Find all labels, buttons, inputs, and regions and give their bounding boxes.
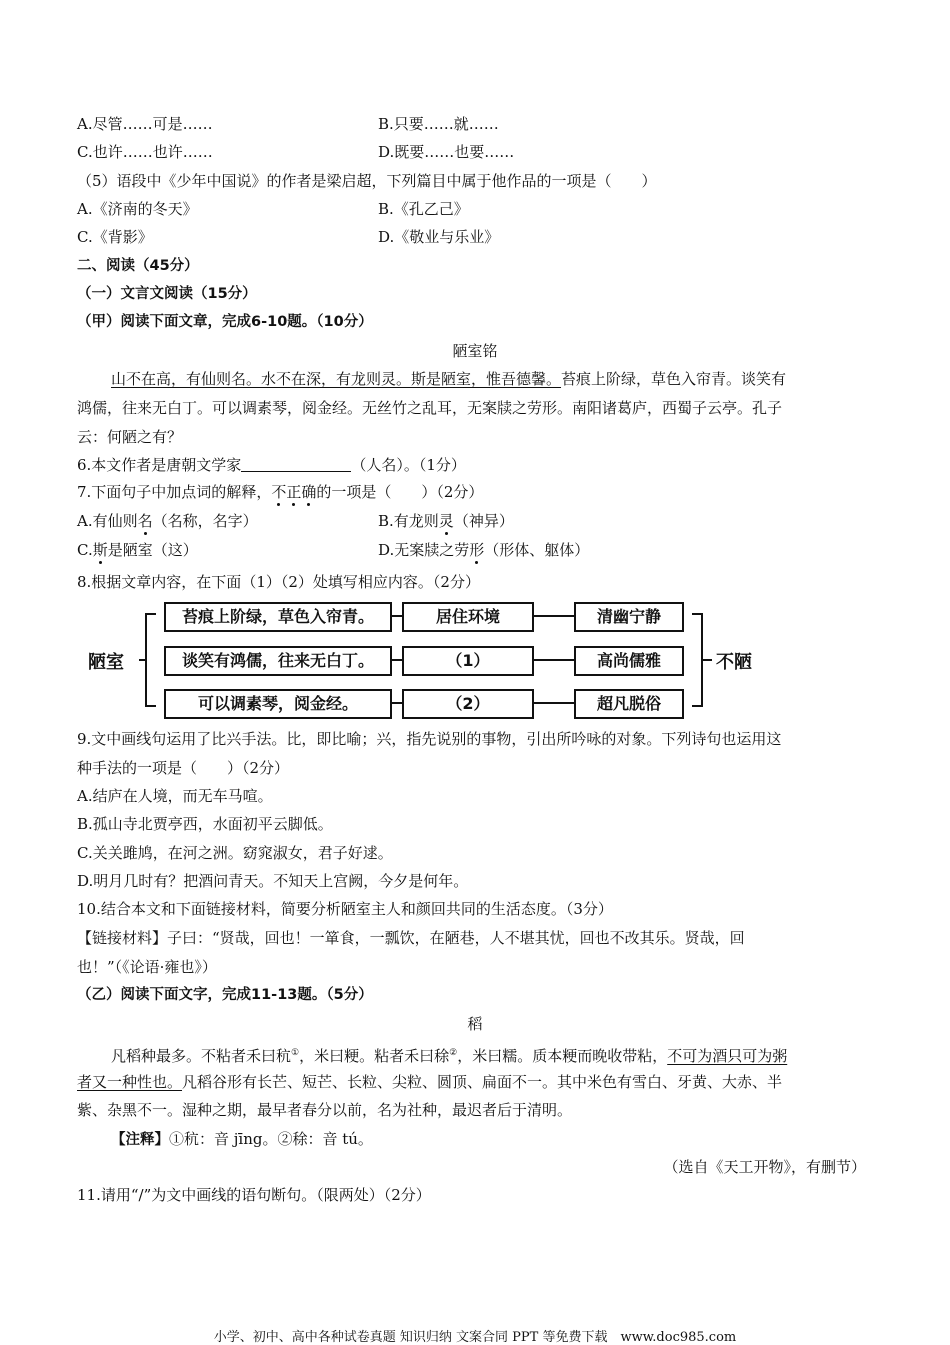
passage2-line3: 紫、杂黑不一。湿种之期，最早者春分以前，名为社种，最迟者后于清明。	[77, 1101, 573, 1119]
q8-stem: 8.根据文章内容，在下面（1）（2）处填写相应内容。（2分）	[77, 573, 480, 591]
underlined-sentence: 山不在高，有仙则名。水不在深，有龙则灵。斯是陋室，惟吾德馨。	[111, 370, 562, 388]
diagram-left-label: 陋室	[88, 652, 124, 673]
q9-option-a: A.结庐在人境，而无车马喧。	[77, 787, 273, 805]
q4-option-d: D.既要……也要……	[378, 143, 515, 161]
q11-stem: 11.请用“/”为文中画线的语句断句。（限两处）（2分）	[77, 1186, 431, 1204]
q9-stem-line1: 9.文中画线句运用了比兴手法。比，即比喻；兴，指先说别的事物，引出所吟咏的对象。下列诗句也运用这	[77, 730, 782, 748]
q6-stem: 6.本文作者是唐朝文学家 （人名）。（1分）	[77, 456, 466, 474]
lou-shi-diagram	[84, 598, 774, 722]
part-yi-title: （乙）阅读下面文字，完成11-13题。（5分）	[77, 987, 373, 1003]
q4-option-b: B.只要……就……	[378, 115, 499, 133]
q4-option-a: A.尽管……可是……	[77, 115, 213, 133]
q7-option-d: D.无案牍之劳形（形体、躯体）	[378, 541, 590, 559]
passage1-line2: 鸿儒，往来无白丁。可以调素琴，阅金经。无丝竹之乱耳，无案牍之劳形。南阳诸葛庐，西蜀子云亭。孔子	[77, 399, 783, 417]
passage1-line1: 山不在高，有仙则名。水不在深，有龙则灵。斯是陋室，惟吾德馨。苔痕上阶绿，草色入帘青。谈笑有	[111, 370, 787, 388]
q9-option-c: C.关关雎鸠，在河之洲。窈窕淑女，君子好逑。	[77, 844, 393, 862]
q5-option-a: A.《济南的冬天》	[77, 200, 198, 218]
subsection-title: （一）文言文阅读（15分）	[77, 286, 257, 302]
q9-option-b: B.孤山寺北贾亭西，水面初平云脚低。	[77, 815, 333, 833]
passage2-line1: 凡稻种最多。不粘者禾曰秔①，米曰粳。粘者禾曰稌②，米曰糯。质本粳而晚收带粘，不可为酒只可为粥	[111, 1047, 788, 1065]
answer-blank[interactable]	[241, 457, 351, 472]
diagram-middle-3[interactable]: （2）	[402, 689, 534, 719]
underlined-phrase-2: 者又一种性也。	[77, 1073, 183, 1091]
diagram-middle-1: 居住环境	[402, 602, 534, 632]
q7-option-a: A.有仙则名（名称，名字）	[77, 512, 258, 530]
passage2-title: 稻	[467, 1015, 483, 1033]
q4-option-c: C.也许……也许……	[77, 143, 213, 161]
diagram-source-2: 谈笑有鸿儒，往来无白丁。	[164, 646, 392, 676]
diagram-middle-2[interactable]: （1）	[402, 646, 534, 676]
passage1-title: 陋室铭	[452, 342, 498, 360]
q7-option-c: C.斯是陋室（这）	[77, 541, 198, 559]
q9-stem-line2: 种手法的一项是（ ）（2分）	[77, 759, 290, 777]
q5-option-d: D.《敬业与乐业》	[378, 228, 500, 246]
passage2-note: 【注释】①秔：音 jīng。②稌：音 tú。	[111, 1130, 373, 1148]
q7-option-b: B.有龙则灵（神异）	[378, 512, 514, 530]
passage2-source: （选自《天工开物》，有删节）	[663, 1158, 866, 1176]
part-jia-title: （甲）阅读下面文章，完成6-10题。（10分）	[77, 314, 373, 330]
q9-option-d: D.明月几时有？把酒问青天。不知天上宫阙，今夕是何年。	[77, 872, 469, 890]
diagram-result-2: 高尚儒雅	[574, 646, 684, 676]
q10-stem: 10.结合本文和下面链接材料，简要分析陋室主人和颜回共同的生活态度。（3分）	[77, 900, 613, 918]
q10-link-line2: 也！”（《论语·雍也》）	[77, 958, 217, 976]
q5-option-b: B.《孔乙己》	[378, 200, 469, 218]
diagram-result-3: 超凡脱俗	[574, 689, 684, 719]
passage2-line2: 者又一种性也。凡稻谷形有长芒、短芒、长粒、尖粒、圆顶、扁面不一。其中米色有雪白、牙黄、大赤、半	[77, 1073, 783, 1091]
passage1-line3: 云：何陋之有？	[77, 428, 183, 446]
diagram-result-1: 清幽宁静	[574, 602, 684, 632]
q5-stem: （5）语段中《少年中国说》的作者是梁启超，下列篇目中属于他作品的一项是（ ）	[77, 172, 657, 190]
diagram-source-1: 苔痕上阶绿，草色入帘青。	[164, 602, 392, 632]
q7-stem: 7.下面句子中加点词的解释，不正确的一项是（ ）（2分）	[77, 483, 484, 501]
q10-link-line1: 【链接材料】子曰：“贤哉，回也！一箪食，一瓢饮，在陋巷，人不堪其忧，回也不改其乐。贤哉，回	[77, 929, 745, 947]
section-title: 二、阅读（45分）	[77, 258, 199, 274]
q5-option-c: C.《背影》	[77, 228, 153, 246]
diagram-right-label: 不陋	[716, 652, 752, 673]
diagram-source-3: 可以调素琴，阅金经。	[164, 689, 392, 719]
underlined-phrase-1: 不可为酒只可为粥	[667, 1047, 788, 1065]
footer-watermark-text: 小学、初中、高中各种试卷真题 知识归纳 文案合同 PPT 等免费下载 www.doc985.com	[213, 1330, 737, 1345]
